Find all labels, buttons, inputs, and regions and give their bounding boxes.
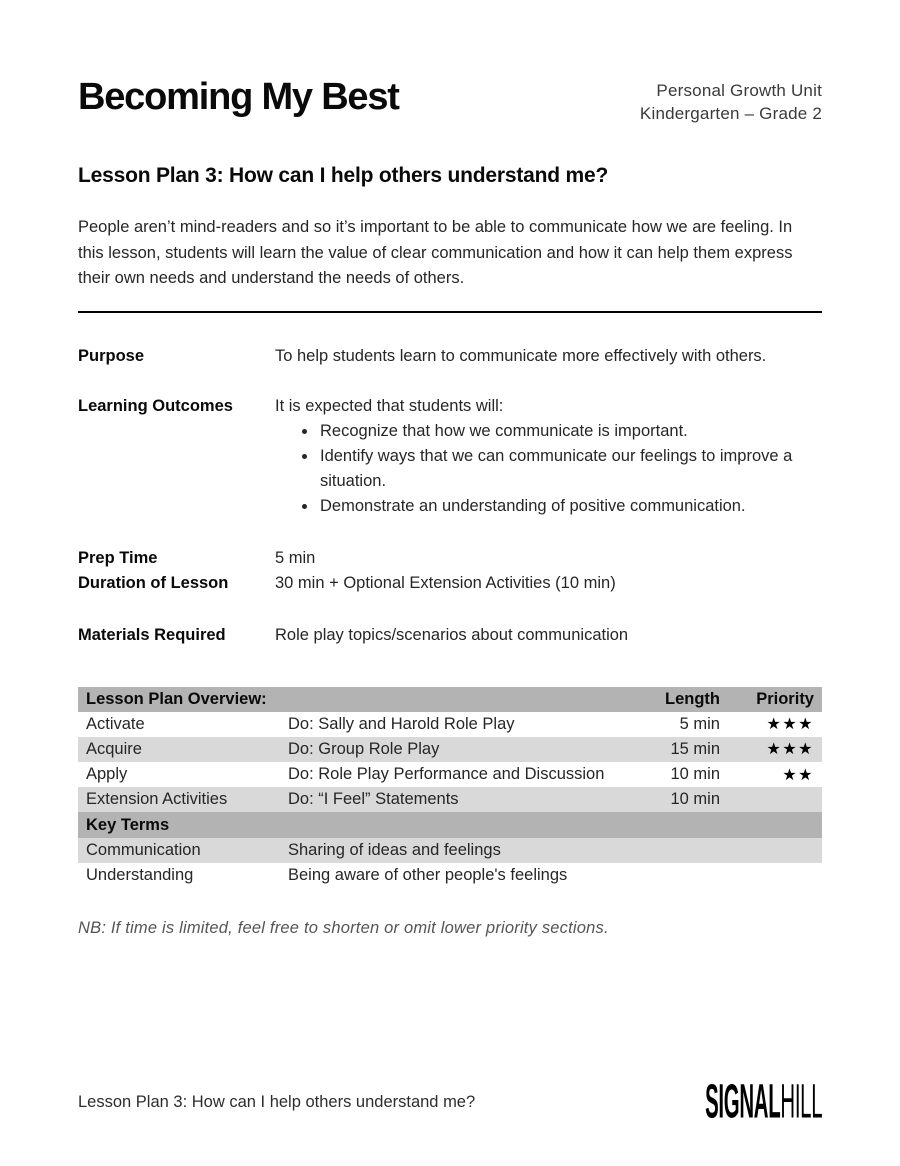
- footer-lesson-title: Lesson Plan 3: How can I help others understand me?: [78, 1092, 476, 1111]
- table-row-activate: [78, 712, 822, 737]
- outcome-item: • Recognize that how we communicate is important.: [318, 419, 822, 444]
- definition-cell: Being aware of other people's feelings: [288, 865, 568, 884]
- priority-stars: ★★: [782, 766, 814, 784]
- table-row-apply: [78, 762, 822, 787]
- unit-name: Personal Growth Unit: [656, 81, 822, 100]
- page-footer: [78, 1074, 822, 1129]
- table-row-extension: [78, 787, 822, 812]
- phase-cell: Extension Activities: [78, 787, 280, 812]
- prep-time-row: [78, 546, 822, 571]
- outcomes-list: [275, 419, 822, 519]
- term-cell: Understanding: [86, 865, 194, 884]
- duration-row: [78, 571, 822, 596]
- table-row-communication: [78, 838, 822, 863]
- grade-range: Kindergarten – Grade 2: [639, 104, 822, 123]
- priority-stars: ★★★: [766, 716, 814, 734]
- duration-label: Duration of Lesson: [78, 573, 229, 592]
- phase-cell: Acquire: [78, 737, 280, 762]
- prep-time-label: Prep Time: [78, 548, 158, 567]
- signal-hill-logo: [705, 1074, 822, 1129]
- purpose-value: To help students learn to communicate more effectively with others.: [275, 346, 767, 365]
- length-cell: 10 min: [670, 765, 720, 784]
- term-cell: Communication: [78, 838, 280, 863]
- phase-cell: Apply: [86, 765, 128, 784]
- timing-block: [78, 546, 822, 596]
- materials-label: Materials Required: [78, 625, 226, 644]
- activity-cell: Do: Role Play Performance and Discussion: [288, 765, 605, 784]
- lesson-overview-table: [78, 687, 822, 889]
- purpose-row: [78, 344, 822, 369]
- document-header: [78, 76, 822, 125]
- unit-info: [640, 76, 822, 125]
- lesson-title: Lesson Plan 3: How can I help others understand me?: [78, 164, 609, 187]
- lesson-info: [78, 344, 822, 648]
- key-terms-header-row: [78, 812, 822, 837]
- outcomes-intro: It is expected that students will:: [275, 396, 504, 415]
- priority-column-header: Priority: [728, 687, 822, 712]
- logo-signal-text: SIGNAL: [704, 1074, 781, 1129]
- outcome-item: • Demonstrate an understanding of positive communication.: [318, 494, 822, 519]
- phase-cell: Activate: [86, 714, 145, 733]
- table-row-understanding: [78, 863, 822, 888]
- prep-time-value: 5 min: [275, 548, 316, 567]
- priority-note: NB: If time is limited, feel free to shorten or omit lower priority sections.: [78, 919, 609, 937]
- length-column-header: Length: [632, 687, 728, 712]
- learning-outcomes-row: [78, 394, 822, 519]
- duration-value: 30 min + Optional Extension Activities (10 min): [275, 573, 616, 592]
- logo-hill-text: HILL: [780, 1074, 822, 1129]
- overview-header-row: [78, 687, 822, 712]
- activity-cell: Do: “I Feel” Statements: [280, 787, 632, 812]
- definition-cell: Sharing of ideas and feelings: [280, 838, 822, 863]
- key-terms-title: Key Terms: [78, 812, 822, 837]
- program-title: Becoming My Best: [78, 76, 399, 118]
- length-cell: 5 min: [679, 714, 720, 733]
- activity-cell: Do: Sally and Harold Role Play: [288, 714, 515, 733]
- activity-cell: Do: Group Role Play: [280, 737, 632, 762]
- overview-title: Lesson Plan Overview:: [78, 687, 632, 712]
- priority-stars: ★★★: [728, 737, 822, 762]
- table-row-acquire: [78, 737, 822, 762]
- materials-row: [78, 623, 822, 648]
- priority-stars: [728, 787, 822, 812]
- outcome-item: • Identify ways that we can communicate our feelings to improve a situation.: [318, 444, 822, 494]
- length-cell: 10 min: [632, 787, 728, 812]
- purpose-label: Purpose: [78, 346, 145, 365]
- learning-outcomes-label: Learning Outcomes: [78, 396, 233, 415]
- section-divider: [78, 311, 822, 313]
- materials-value: Role play topics/scenarios about communication: [275, 625, 629, 644]
- lesson-intro: People aren’t mind-readers and so it’s important to be able to communicate how we are feeling. In this lesson, students will learn the value of clear communication and how it can help them express their own needs and understand the needs of others.: [78, 218, 793, 287]
- length-cell: 15 min: [632, 737, 728, 762]
- learning-outcomes-value: [275, 394, 822, 519]
